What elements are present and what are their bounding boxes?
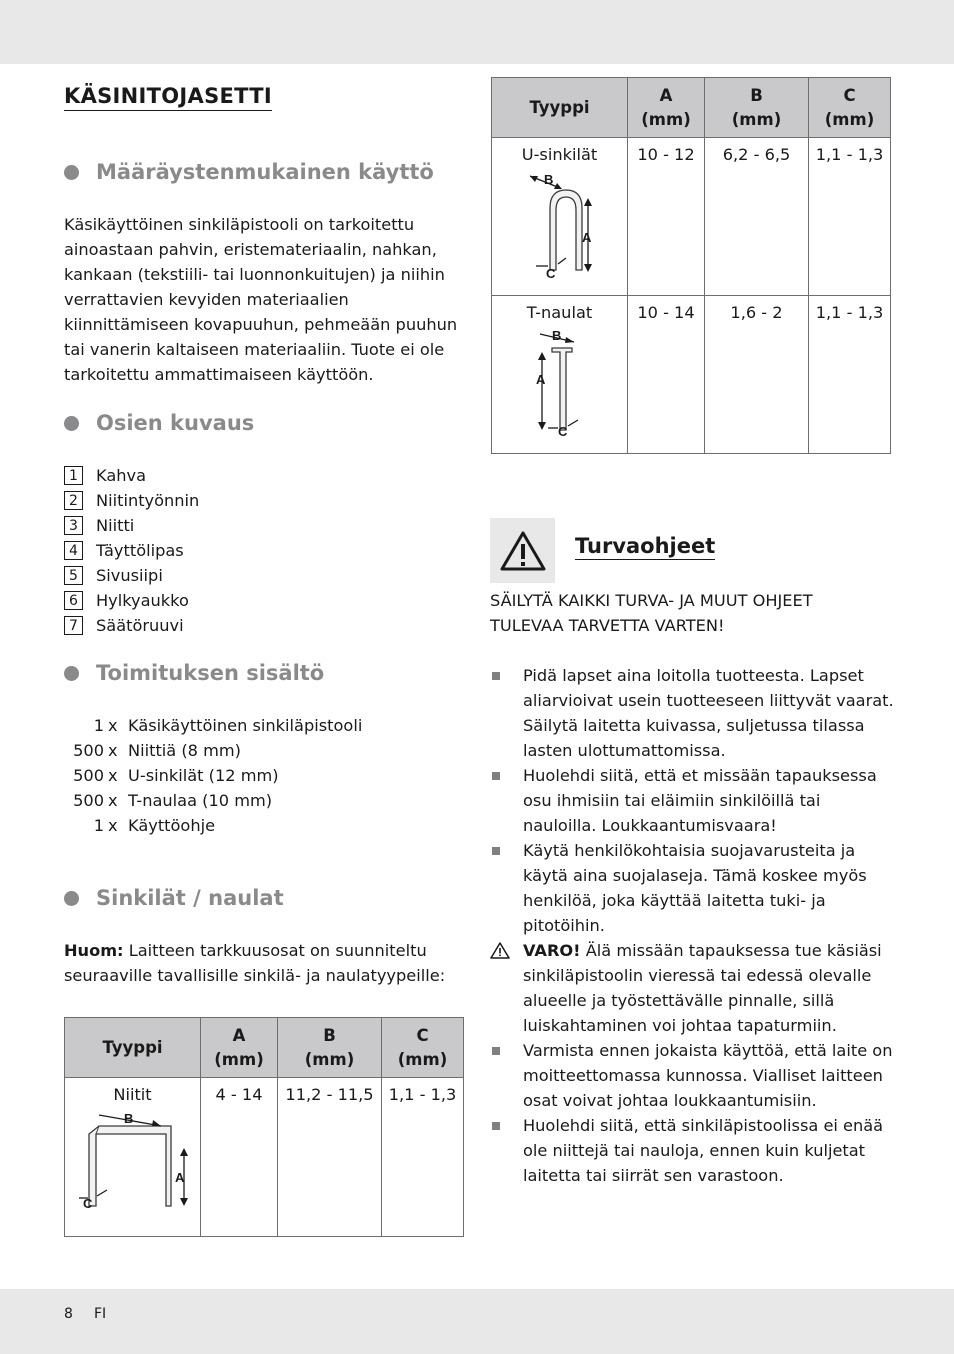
- safety-heading: Turvaohjeet: [575, 534, 716, 558]
- table-cell-a: 4 - 14: [201, 1078, 278, 1237]
- list-item: Huolehdi siitä, että et missään tapauksessa osu ihmisiin tai eläimiin sinkilöillä tai nauloilla. Loukkaantumisvaara!: [490, 763, 894, 838]
- bullet-dot-icon: [64, 165, 79, 180]
- list-item: Pidä lapset aina loitolla tuotteesta. Lapset aliarvioivat usein tuotteeseen liittyvät vaarat. Säilytä laitetta kuivassa, suljetussa tilassa lasten ulottumattomissa.: [490, 663, 894, 763]
- table-cell-b: 11,2 - 11,5: [278, 1078, 382, 1237]
- bullet-dot-icon: [64, 891, 79, 906]
- diagram-label-b: B: [123, 1111, 133, 1126]
- staple-table-left: [64, 1017, 464, 1237]
- diagram-label-a: A: [581, 230, 591, 245]
- safety-list: [490, 663, 894, 1188]
- header-c: C (mm): [382, 1018, 464, 1078]
- header-b: B (mm): [278, 1018, 382, 1078]
- diagram-label-a: A: [174, 1170, 184, 1185]
- list-item: 4 Täyttölipas: [64, 538, 199, 563]
- list-item: 1 x Käsikäyttöinen sinkiläpistooli: [93, 716, 363, 735]
- table-header-row: [65, 1018, 464, 1078]
- keep-instructions-text: SÄILYTÄ KAIKKI TURVA- JA MUUT OHJEET TULEVAA TARVETTA VARTEN!: [490, 591, 813, 635]
- bullet-dot-icon: [64, 416, 79, 431]
- intended-use-heading: Määräystenmukainen käyttö: [64, 160, 434, 184]
- diagram-label-c: C: [82, 1196, 92, 1211]
- list-item: 500 x U-sinkilät (12 mm): [73, 766, 279, 785]
- diagram-label-a: A: [535, 372, 545, 387]
- table-cell-a: 10 - 14: [628, 296, 705, 454]
- table-cell-c: 1,1 - 1,3: [809, 138, 891, 296]
- bullet-square-icon: [492, 847, 500, 855]
- list-item: 1 x Käyttöohje: [93, 816, 216, 835]
- contents-heading: Toimituksen sisältö: [64, 661, 324, 685]
- header-type: Tyyppi: [65, 1018, 201, 1078]
- list-item: 5 Sivusiipi: [64, 563, 199, 588]
- table-row: [65, 1078, 464, 1237]
- table-cell-b: 1,6 - 2: [705, 296, 809, 454]
- flat-staple-diagram-icon: [71, 1110, 195, 1220]
- bullet-dot-icon: [64, 666, 79, 681]
- table-header-row: [492, 78, 891, 138]
- type-cell: T-naulat B A C: [492, 296, 628, 454]
- page-number: 8: [64, 1306, 73, 1322]
- diagram-label-b: B: [543, 172, 553, 187]
- warning-triangle-icon: [490, 518, 555, 583]
- list-item: 1 Kahva: [64, 463, 199, 488]
- header-type: Tyyppi: [492, 78, 628, 138]
- list-item: 2 Niitintyönnin: [64, 488, 199, 513]
- document-title: KÄSINITOJASETTI: [64, 84, 272, 111]
- warning-icon: [490, 942, 510, 959]
- bullet-square-icon: [492, 672, 500, 680]
- table-cell-b: 6,2 - 6,5: [705, 138, 809, 296]
- staples-heading: Sinkilät / naulat: [64, 886, 284, 910]
- contents-list: [64, 713, 362, 838]
- diagram-label-c: C: [545, 266, 555, 280]
- list-item: Käytä henkilökohtaisia suojavarusteita ja käytä aina suojalaseja. Tämä koskee myös henkilöä, joka käyttää laitetta tuki- ja pitotöihin.: [490, 838, 894, 938]
- list-item: 6 Hylkyaukko: [64, 588, 199, 613]
- warning-item: VARO! Älä missään tapauksessa tue käsiäsi sinkiläpistoolin vieressä tai edessä olevalle alueelle ja työstettävälle pinnalle, sillä luiskahtaminen voi johtaa tapaturmiin.: [490, 938, 894, 1038]
- t-nail-diagram-icon: [520, 328, 600, 438]
- diagram-label-c: C: [557, 424, 567, 438]
- top-band: [0, 0, 954, 64]
- parts-list: [64, 463, 199, 638]
- header-b: B (mm): [705, 78, 809, 138]
- type-cell: U-sinkilät B A C: [492, 138, 628, 296]
- staple-table-right: [491, 77, 891, 454]
- bullet-square-icon: [492, 1122, 500, 1130]
- list-item: 3 Niitti: [64, 513, 199, 538]
- list-item: 500 x T-naulaa (10 mm): [73, 791, 273, 810]
- header-a: A (mm): [201, 1018, 278, 1078]
- bullet-square-icon: [492, 1047, 500, 1055]
- list-item: 7 Säätöruuvi: [64, 613, 199, 638]
- list-item: Huolehdi siitä, että sinkiläpistoolissa ei enää ole niittejä tai nauloja, ennen kuin kuljetat laitetta tai siirrät sen varastoon.: [490, 1113, 894, 1188]
- bullet-square-icon: [492, 772, 500, 780]
- list-item: 500 x Niittiä (8 mm): [73, 741, 241, 760]
- u-staple-diagram-icon: [520, 170, 600, 280]
- header-c: C (mm): [809, 78, 891, 138]
- table-cell-c: 1,1 - 1,3: [809, 296, 891, 454]
- parts-heading: Osien kuvaus: [64, 411, 254, 435]
- table-cell-a: 10 - 12: [628, 138, 705, 296]
- table-cell-c: 1,1 - 1,3: [382, 1078, 464, 1237]
- type-cell: Niitit B A C: [65, 1078, 201, 1237]
- staples-note: Huom: Laitteen tarkkuusosat on suunniteltu seuraaville tavallisille sinkilä- ja naulatyypeille:: [64, 941, 446, 985]
- list-item: Varmista ennen jokaista käyttöä, että laite on moitteettomassa kunnossa. Vialliset laitteen osat voivat johtaa loukkaantumisiin.: [490, 1038, 894, 1113]
- bottom-band: [0, 1289, 954, 1354]
- intended-use-text: Käsikäyttöinen sinkiläpistooli on tarkoitettu ainoastaan pahvin, eristemateriaalin, nahkan, kankaan (tekstiili- tai luonnonkuitujen) ja niihin verrattavien kevyiden materiaalien kiinnittämiseen kovapuuhun, pehmeään puuhun tai vanerin kaltaiseen materiaaliin. Tuote ei ole tarkoitettu ammattimaiseen käyttöön.: [64, 215, 458, 384]
- diagram-label-b: B: [551, 328, 561, 343]
- table-row: [492, 296, 891, 454]
- language-code: FI: [94, 1306, 107, 1322]
- table-row: [492, 138, 891, 296]
- header-a: A (mm): [628, 78, 705, 138]
